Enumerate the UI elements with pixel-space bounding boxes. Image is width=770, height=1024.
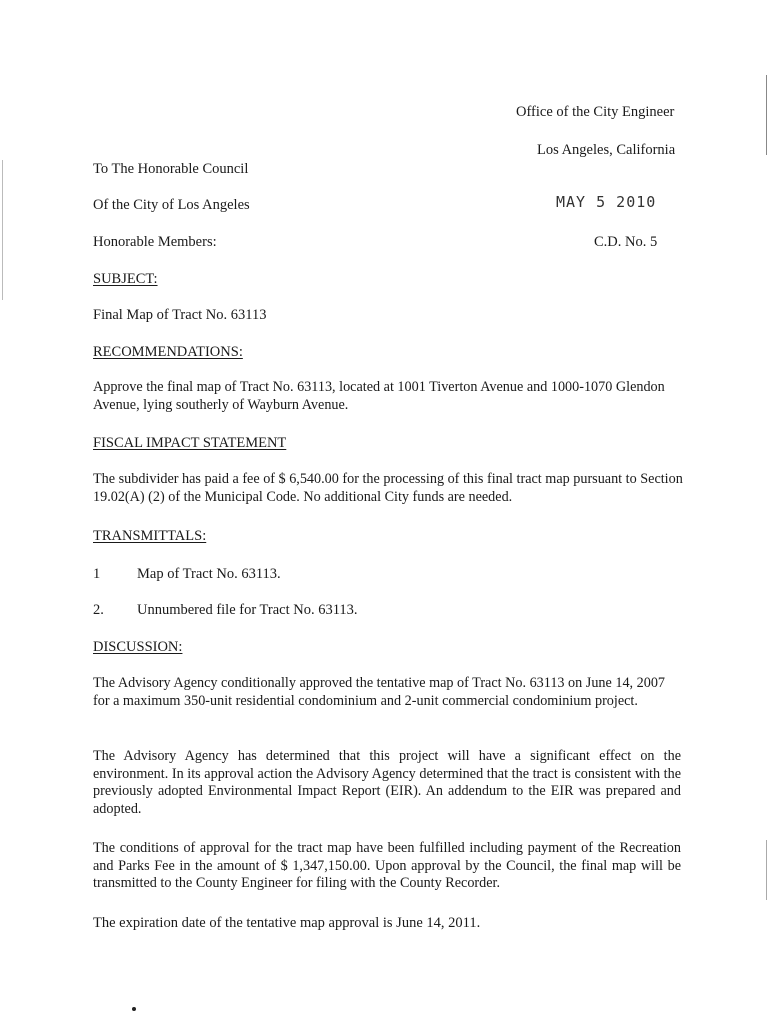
fiscal-heading: FISCAL IMPACT STATEMENT: [93, 435, 287, 451]
recommendations-text: Approve the final map of Tract No. 63113, located at 1001 Tiverton Avenue and 1000-1070 Glendon Avenue, lying southerly of Wayburn Avenue.: [93, 379, 665, 413]
subject-heading: SUBJECT:: [93, 271, 158, 287]
subject-text: Final Map of Tract No. 63113: [93, 307, 267, 323]
discussion-paragraph: The Advisory Agency conditionally approved the tentative map of Tract No. 63113 on June 14, 2007 for a maximum 350-unit residential condominium and 2-unit commercial condominium project.: [93, 675, 666, 709]
transmittal-text: Map of Tract No. 63113.: [137, 566, 281, 582]
transmittals-heading: TRANSMITTALS:: [93, 528, 207, 544]
discussion-paragraph: The expiration date of the tentative map approval is June 14, 2011.: [93, 915, 481, 931]
discussion-paragraph: The conditions of approval for the tract map have been fulfilled including payment of the Recreation and Parks Fee in the amount of $ 1,347,150.00. Upon approval by the Council, the final map will be transmitted to the County Engineer for filing with the County Recorder.: [93, 840, 681, 891]
transmittal-text: Unnumbered file for Tract No. 63113.: [137, 602, 358, 618]
addressee-line1: To The Honorable Council: [93, 161, 249, 177]
recommendations-heading: RECOMMENDATIONS:: [93, 344, 243, 360]
fiscal-text: The subdivider has paid a fee of $ 6,540.00 for the processing of this final tract map pursuant to Section 19.02(A) (2) of the Municipal Code. No additional City funds are needed.: [93, 471, 683, 505]
scan-edge-mark: [766, 75, 767, 155]
office-title: Office of the City Engineer: [516, 104, 675, 120]
salutation: Honorable Members:: [93, 234, 217, 250]
scan-edge-mark: [2, 160, 3, 300]
discussion-heading: DISCUSSION:: [93, 639, 183, 655]
transmittal-num: 1: [93, 566, 101, 582]
office-city: Los Angeles, California: [537, 142, 676, 158]
discussion-paragraph: The Advisory Agency has determined that this project will have a significant effect on the environment. In its approval action the Advisory Agency determined that the tract is consistent with the previously adopted Environmental Impact Report (EIR). An addendum to the EIR was prepared and adopted.: [93, 748, 681, 817]
addressee-line2: Of the City of Los Angeles: [93, 197, 250, 213]
scan-speck: [132, 1007, 136, 1011]
council-district: C.D. No. 5: [594, 234, 658, 250]
transmittal-num: 2.: [93, 602, 104, 618]
scan-edge-mark: [766, 840, 767, 900]
date-stamp: MAY 5 2010: [556, 193, 657, 211]
